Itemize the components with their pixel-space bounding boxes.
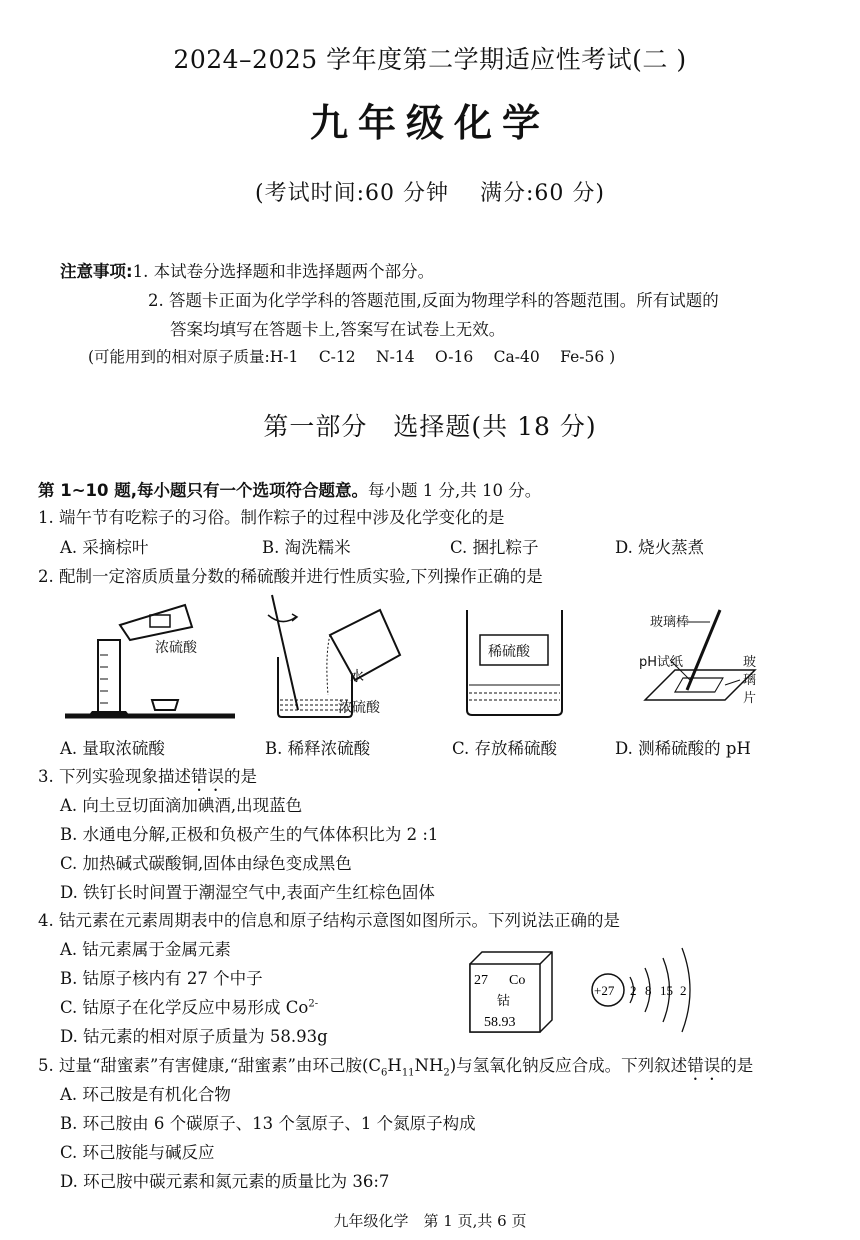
- fig-d-label-plate-2: 璃: [743, 673, 757, 688]
- q5-option-d[interactable]: D. 环己胺中碳元素和氮元素的质量比为 36:7: [60, 1172, 390, 1191]
- q2-option-a[interactable]: A. 量取浓硫酸: [60, 739, 165, 758]
- q5-nh: NH: [414, 1056, 444, 1075]
- notes-item-2a: 2. 答题卡正面为化学学科的答题范围,反面为物理学科的答题范围。所有试题的: [148, 291, 719, 310]
- q5-sub-3: 2: [443, 1067, 450, 1079]
- q5-stem-mid: )与氢氧化钠反应合成。下列叙述: [449, 1056, 688, 1075]
- q1-option-c[interactable]: C. 捆扎粽子: [450, 538, 539, 557]
- reagent-bottle: [120, 605, 192, 640]
- q1-stem: 1. 端午节有吃粽子的习俗。制作粽子的过程中涉及化学变化的是: [38, 508, 505, 527]
- q5-stem-emphasis: 错误: [687, 1056, 721, 1075]
- shell-2: 8: [645, 983, 652, 998]
- q3-stem-emphasis: 错误: [191, 767, 224, 786]
- graduated-cylinder: [98, 640, 120, 712]
- q3-option-c[interactable]: C. 加热碱式碳酸铜,固体由绿色变成黑色: [60, 854, 352, 873]
- notes-label: 注意事项:: [60, 262, 133, 281]
- q5-stem-pre: 5. 过量“甜蜜素”有害健康,“甜蜜素”由环己胺(C: [38, 1056, 382, 1075]
- exam-title: 2024–2025 学年度第二学期适应性考试(二 ): [173, 45, 687, 74]
- figure-b-diluting: [270, 595, 410, 725]
- instruction-bold: 第 1~10 题,每小题只有一个选项符合题意。: [38, 481, 369, 500]
- q5-sub-1: 6: [381, 1067, 388, 1079]
- notes-item-2b: 答案均填写在答题卡上,答案写在试卷上无效。: [170, 320, 506, 339]
- figure-c-storing: [462, 605, 567, 720]
- nucleus-charge: +27: [594, 983, 615, 998]
- fig-d-label-plate-1: 玻: [743, 655, 757, 670]
- element-cell-cobalt: [465, 950, 555, 1036]
- fig-b-label-water: 水: [350, 669, 364, 685]
- ph-paper: [675, 678, 723, 692]
- q5-h: H: [387, 1056, 402, 1075]
- q5-option-c[interactable]: C. 环己胺能与碱反应: [60, 1143, 215, 1162]
- q4-option-a[interactable]: A. 钴元素属于金属元素: [60, 940, 231, 959]
- q5-option-b[interactable]: B. 环己胺由 6 个碳原子、13 个氢原子、1 个氮原子构成: [60, 1114, 476, 1133]
- fig-d-label-rod: 玻璃棒: [650, 615, 690, 630]
- q4-option-c-charge: 2-: [308, 998, 319, 1010]
- subject-title: 九年级化学: [309, 101, 550, 145]
- atomic-mass-note: (可能用到的相对原子质量:H-1 C-12 N-14 O-16 Ca-40 Fe-56 ): [88, 348, 616, 366]
- q3-stem-pre: 3. 下列实验现象描述: [38, 767, 191, 786]
- figure-d-ph-test: [625, 600, 795, 725]
- q4-option-b[interactable]: B. 钴原子核内有 27 个中子: [60, 969, 263, 988]
- notes-item-1: 1. 本试卷分选择题和非选择题两个部分。: [132, 262, 435, 281]
- q5-option-a[interactable]: A. 环己胺是有机化合物: [60, 1085, 231, 1104]
- shell-4: 2: [680, 983, 687, 998]
- q3-stem: [38, 763, 257, 795]
- fig-c-label: 稀硫酸: [488, 644, 530, 660]
- fig-d-label-plate-3: 片: [743, 691, 757, 706]
- q3-option-b[interactable]: B. 水通电分解,正极和负极产生的气体体积比为 2 :1: [60, 825, 439, 844]
- cell-name: 钴: [497, 994, 511, 1009]
- notes-line-1: [60, 258, 434, 282]
- q1-option-d[interactable]: D. 烧火蒸煮: [615, 538, 705, 557]
- part1-instruction: [38, 477, 541, 501]
- pouring-beaker: [330, 610, 400, 680]
- glass-rod: [272, 595, 298, 710]
- fig-d-label-paper: pH试纸: [639, 655, 684, 670]
- q2-option-c[interactable]: C. 存放稀硫酸: [452, 739, 558, 758]
- q2-stem: 2. 配制一定溶质质量分数的稀硫酸并进行性质实验,下列操作正确的是: [38, 567, 543, 586]
- cell-symbol: Co: [509, 973, 526, 988]
- part1-title: 第一部分 选择题(共 18 分): [263, 412, 597, 441]
- q3-option-d[interactable]: D. 铁钉长时间置于潮湿空气中,表面产生红棕色固体: [60, 883, 435, 902]
- q2-option-d[interactable]: D. 测稀硫酸的 pH: [615, 739, 751, 758]
- q4-stem: 4. 钴元素在元素周期表中的信息和原子结构示意图如图所示。下列说法正确的是: [38, 911, 620, 930]
- fig-b-label-acid: 浓硫酸: [338, 700, 380, 716]
- q4-option-d[interactable]: D. 钴元素的相对原子质量为 58.93g: [60, 1027, 328, 1046]
- q4-option-c[interactable]: [60, 994, 318, 1018]
- q1-option-a[interactable]: A. 采摘棕叶: [60, 538, 149, 557]
- figure-a-measuring: [60, 595, 240, 725]
- q1-option-b[interactable]: B. 淘洗糯米: [262, 538, 351, 557]
- bottle-stopper: [152, 700, 178, 710]
- fig-a-label: 浓硫酸: [155, 640, 197, 656]
- q5-sub-2: 11: [401, 1067, 415, 1079]
- cell-atomic-mass: 58.93: [484, 1015, 516, 1030]
- q5-stem: [38, 1052, 753, 1084]
- shell-1: 2: [630, 983, 637, 998]
- page-footer: 九年级化学 第 1 页,共 6 页: [333, 1212, 527, 1230]
- instruction-rest: 每小题 1 分,共 10 分。: [368, 481, 542, 500]
- q2-option-b[interactable]: B. 稀释浓硫酸: [265, 739, 371, 758]
- q3-stem-post: 的是: [224, 767, 257, 786]
- atomic-structure-diagram: [590, 940, 700, 1040]
- exam-info: (考试时间:60 分钟 满分:60 分): [255, 181, 605, 206]
- q4-option-c-text: C. 钴原子在化学反应中易形成 Co: [60, 998, 309, 1017]
- cylinder-base: [88, 711, 130, 716]
- q3-option-a[interactable]: A. 向土豆切面滴加碘酒,出现蓝色: [60, 796, 303, 815]
- q5-stem-post: 的是: [720, 1056, 754, 1075]
- shell-3: 15: [660, 983, 673, 998]
- cell-atomic-number: 27: [474, 973, 488, 988]
